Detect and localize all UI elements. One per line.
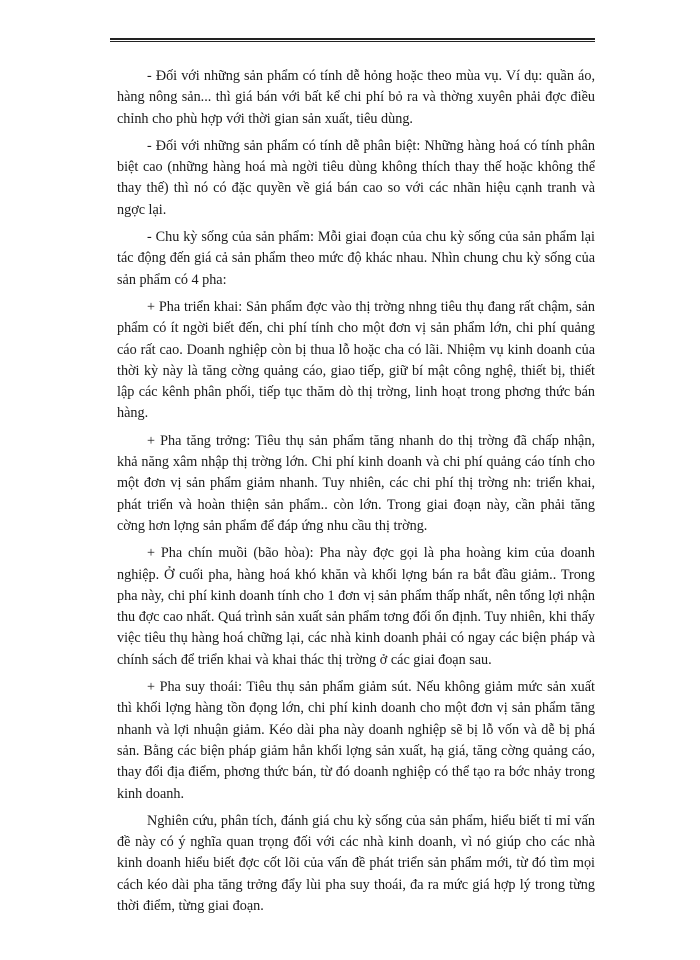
body-text — [117, 66, 595, 923]
paragraph-maturity-phase: + Pha chín muồi (bão hòa): Pha này đợc gọi là pha hoàng kim của doanh nghiệp. Ở cuối pha, hàng hoá khó khăn và khối lợng bán ra bắt đầu giảm.. Trong pha này, chi phí kinh doanh tính cho 1 đơn vị sản phẩm thấp nhất, nên tổng lợi nhận thu đợc cao nhất. Quá trình sản xuất sản phẩm tơng đối ổn định. Tuy nhiên, khi thấy việc tiêu thụ hàng hoá chững lại, các nhà kinh doanh phải có ngay các biện pháp và chính sách để triển khai và khai thác thị trờng ở các giai đoạn sau. — [117, 545, 595, 668]
paragraph-decline-phase: + Pha suy thoái: Tiêu thụ sản phẩm giảm sút. Nếu không giảm mức sản xuất thì khối lợng hàng tồn đọng lớn, chi phí kinh doanh cho một đơn vị sản phẩm tăng nhanh và lợi nhuận giảm. Kéo dài pha này doanh nghiệp sẽ bị lỗ vốn và dễ bị phá sản. Bằng các biện pháp giảm hẳn khối lợng sản xuất, hạ giá, tăng cờng quảng cáo, thay đổi địa điểm, phơng thức bán, từ đó doanh nghiệp có thể tạo ra bớc nhảy trong kinh doanh. — [117, 679, 595, 802]
header-double-rule — [110, 38, 595, 42]
paragraph-introduction-phase: + Pha triển khai: Sản phẩm đợc vào thị trờng nhng tiêu thụ đang rất chậm, sản phẩm có ít ngời biết đến, chi phí tính cho một đơn vị sản phẩm lớn, chi phí quảng cáo rất cao. Doanh nghiệp còn bị thua lỗ hoặc cha có lãi. Nhiệm vụ kinh doanh của thời kỳ này là tăng cờng quảng cáo, giao tiếp, giữ bí mật công nghệ, thiết bị, thiết lập các kênh phân phối, tiếp tục thăm dò thị trờng, linh hoạt trong phơng thức bán hàng. — [117, 298, 595, 422]
paragraph-product-life-cycle: - Chu kỳ sống của sản phẩm: Mỗi giai đoạn của chu kỳ sống của sản phẩm lại tác động đến giá cả sản phẩm theo mức độ khác nhau. Nhìn chung chu kỳ sống của sản phẩm có 4 pha: — [117, 229, 595, 288]
paragraph-growth-phase: + Pha tăng trởng: Tiêu thụ sản phẩm tăng nhanh do thị trờng đã chấp nhận, khả năng xâm nhập thị trờng lớn. Chi phí kinh doanh và chi phí quảng cáo tính cho một đơn vị sản phẩm giảm nhanh. Tuy nhiên, các chi phí thị trờng nh: triển khai, phát triển và hoàn thiện sản phẩm.. còn lớn. Trong giai đoạn này, cần phải tăng cờng hơn lợng sản phẩm để đáp ứng nhu cầu thị trờng. — [117, 432, 595, 534]
paragraph-distinctive-products: - Đối với những sản phẩm có tính dễ phân biệt: Những hàng hoá có tính phân biệt cao (những hàng hoá mà ngời tiêu dùng không thích thay thế hoặc không thể thay thế) thì nó có đặc quyền về giá bán cao so với các nhãn hiệu cạnh tranh và ngợc lại. — [117, 137, 595, 218]
paragraph-perishable-products: - Đối với những sản phẩm có tính dễ hỏng hoặc theo mùa vụ. Ví dụ: quần áo, hàng nông sản... thì giá bán với bất kể chi phí bỏ ra và thờng xuyên phải đợc điều chỉnh cho phù hợp với thời gian sản xuất, tiêu dùng. — [117, 68, 595, 127]
paragraph-conclusion: Nghiên cứu, phân tích, đánh giá chu kỳ sống của sản phẩm, hiểu biết tỉ mỉ vấn đề này có ý nghĩa quan trọng đối với các nhà kinh doanh, vì nó giúp cho các nhà kinh doanh hiểu biết đợc cốt lõi của vấn đề phát triển sản phẩm mới, từ đó tìm mọi cách kéo dài pha tăng trởng đẩy lùi pha suy thoái, đa ra mức giá hợp lý trong từng thời điểm, từng giai đoạn. — [117, 812, 595, 914]
